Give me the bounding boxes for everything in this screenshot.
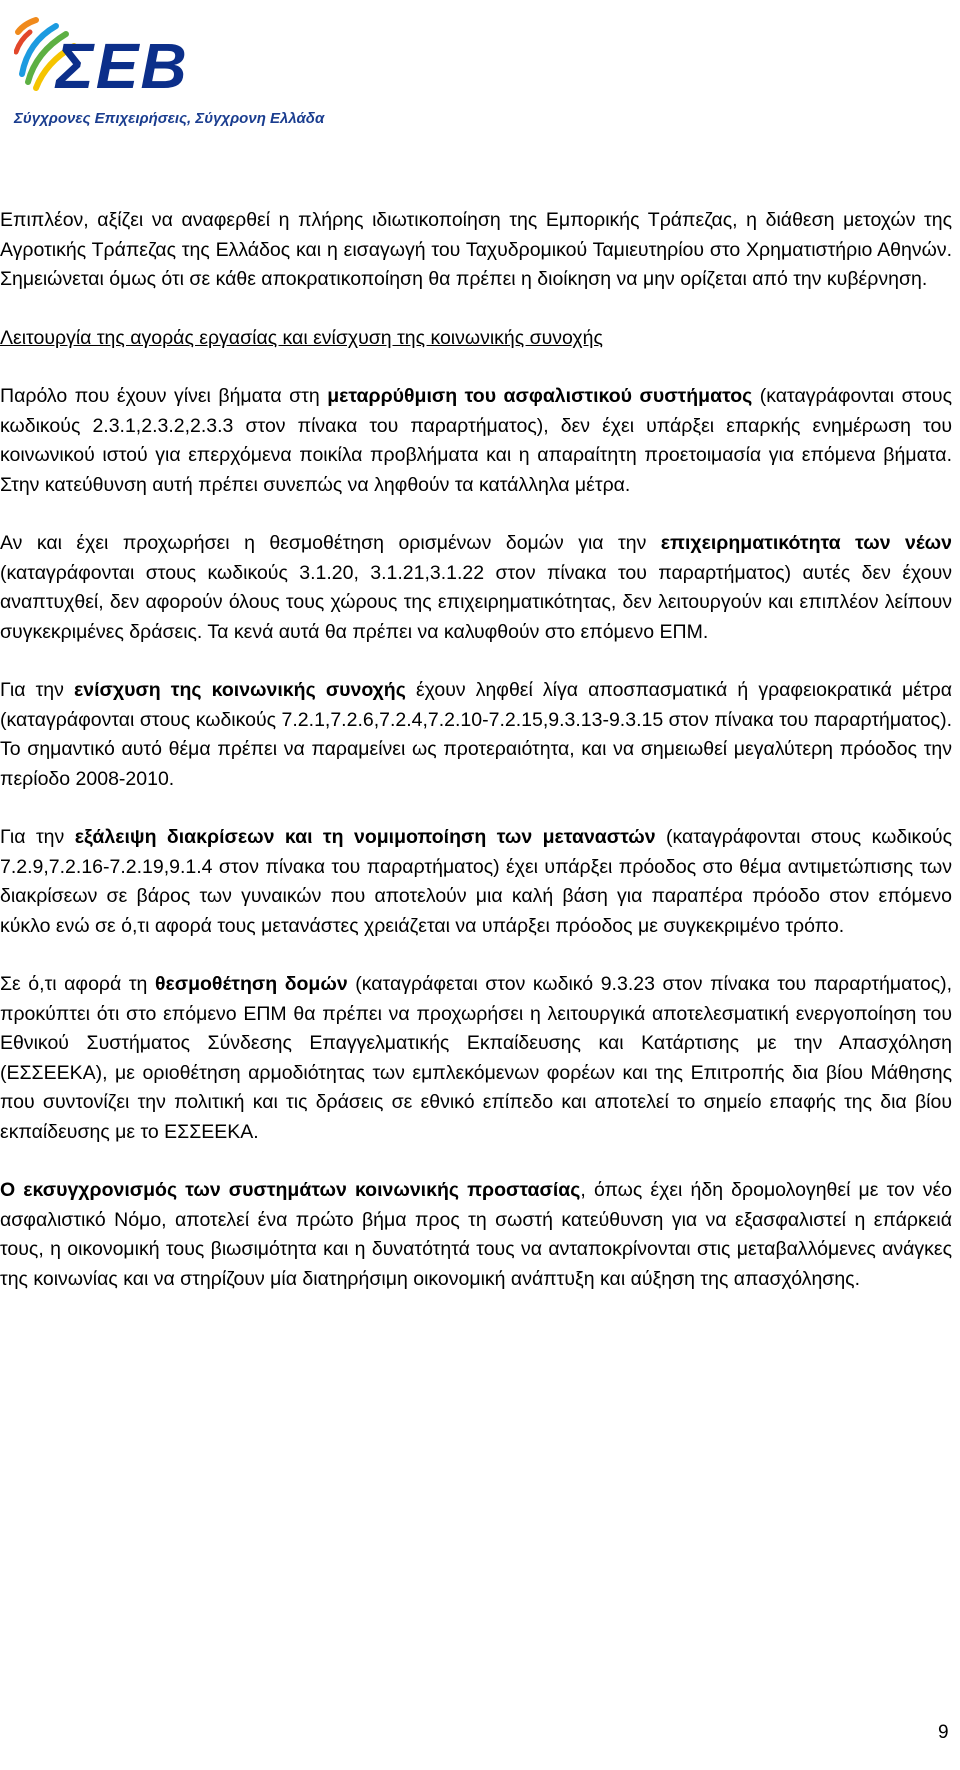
document-body: [0, 206, 952, 1294]
paragraph-social-protection: Ο εκσυγχρονισμός των συστημάτων κοινωνικής προστασίας, όπως έχει ήδη δρομολογηθεί με τον νέο ασφαλιστικό Νόμο, αποτελεί ένα πρώτο βήμα προς τη σωστή κατεύθυνση για να εξασφαλιστεί η επάρκειά τους, η οικονομική τους βιωσιμότητα και η δυνατότητά τους να ανταποκρίνονται στις μεταβαλλόμενες ανάγκες της κοινωνίας και να στηρίζουν μία διατηρήσιμη οικονομική ανάπτυξη και αύξηση της απασχόλησης.: [0, 1179, 952, 1290]
sev-logo: [14, 12, 334, 132]
logo-wordmark: ΣΕΒ: [56, 30, 189, 102]
paragraph-privatization: Επιπλέον, αξίζει να αναφερθεί η πλήρης ιδιωτικοποίηση της Εμπορικής Τράπεζας, η διάθεση μετοχών της Αγροτικής Τράπεζας της Ελλάδος και η εισαγωγή του Ταχυδρομικού Ταμιευτηρίου στο Χρηματιστήριο Αθηνών. Σημειώνεται όμως ότι σε κάθε αποκρατικοποίηση θα πρέπει η διοίκηση να μην ορίζεται από την κυβέρνηση.: [0, 209, 952, 290]
paragraph-institutions: Σε ό,τι αφορά τη θεσμοθέτηση δομών (καταγράφεται στον κωδικό 9.3.23 στον πίνακα του παραρτήματος), προκύπτει ότι στο επόμενο ΕΠΜ θα πρέπει να προχωρήσει η λειτουργικά αποτελεσματική ενεργοποίηση του Εθνικού Συστήματος Σύνδεσης Επαγγελματικής Εκπαίδευσης και Κατάρτισης με την Απασχόληση (ΕΣΣΕΕΚΑ), με οριοθέτηση αρμοδιότητας των εμπλεκόμενων φορέων και της Επιτροπής δια βίου Μάθησης που συντονίζει την πολιτική και τις δράσεις σε εθνικό επίπεδο και αποτελεί το σημείο επαφής της δια βίου εκπαίδευσης με το ΕΣΣΕΕΚΑ.: [0, 973, 953, 1143]
paragraph-discrimination-migrants: Για την εξάλειψη διακρίσεων και τη νομιμοποίηση των μεταναστών (καταγράφονται στους κωδικούς 7.2.9,7.2.16-7.2.19,9.1.4 στον πίνακα του παραρτήματος) έχει υπάρξει πρόοδος στο θέμα αντιμετώπισης των διακρίσεων σε βάρος των γυναικών που αποτελούν μια καλή βάση για παραπέρα πρόοδο στον επόμενο κύκλο ενώ σε ό,τι αφορά τους μετανάστες χρειάζεται να υπάρξει πρόοδος με συγκεκριμένο τρόπο.: [0, 826, 952, 937]
paragraph-insurance-reform: Παρόλο που έχουν γίνει βήματα στη μεταρρύθμιση του ασφαλιστικού συστήματος (καταγράφονται στους κωδικούς 2.3.1,2.3.2,2.3.3 στον πίνακα του παραρτήματος), δεν έχει υπάρξει επαρκής ενημέρωση του κοινωνικού ιστού για επερχόμενα ποικίλα προβλήματα και η απαραίτητη προετοιμασία για επόμενα βήματα. Στην κατεύθυνση αυτή πρέπει συνεπώς να ληφθούν τα κατάλληλα μέτρα.: [0, 385, 952, 496]
paragraph-social-cohesion: Για την ενίσχυση της κοινωνικής συνοχής έχουν ληφθεί λίγα αποσπασματικά ή γραφειοκρατικά μέτρα (καταγράφονται στους κωδικούς 7.2.1,7.2.6,7.2.4,7.2.10-7.2.15,9.3.13-9.3.15 στον πίνακα του παραρτήματος). Το σημαντικό αυτό θέμα πρέπει να παραμείνει ως προτεραιότητα, και να σημειωθεί μεγαλύτερη πρόοδος την περίοδο 2008-2010.: [0, 679, 952, 790]
paragraph-youth-entrepreneurship: Αν και έχει προχωρήσει η θεσμοθέτηση ορισμένων δομών για την επιχειρηματικότητα των νέων (καταγράφονται στους κωδικούς 3.1.20, 3.1.21,3.1.22 στον πίνακα του παραρτήματος) αυτές δεν έχουν αναπτυχθεί, δεν αφορούν όλους τους χώρους της επιχειρηματικότητας, δεν λειτουργούν και επιπλέον λείπουν συγκεκριμένες δράσεις. Τα κενά αυτά θα πρέπει να καλυφθούν στο επόμενο ΕΠΜ.: [0, 532, 952, 643]
logo-tagline: Σύγχρονες Επιχειρήσεις, Σύγχρονη Ελλάδα: [14, 110, 325, 127]
section-heading: Λειτουργία της αγοράς εργασίας και ενίσχυση της κοινωνικής συνοχής: [0, 326, 603, 349]
page-number: 9: [938, 1722, 949, 1743]
